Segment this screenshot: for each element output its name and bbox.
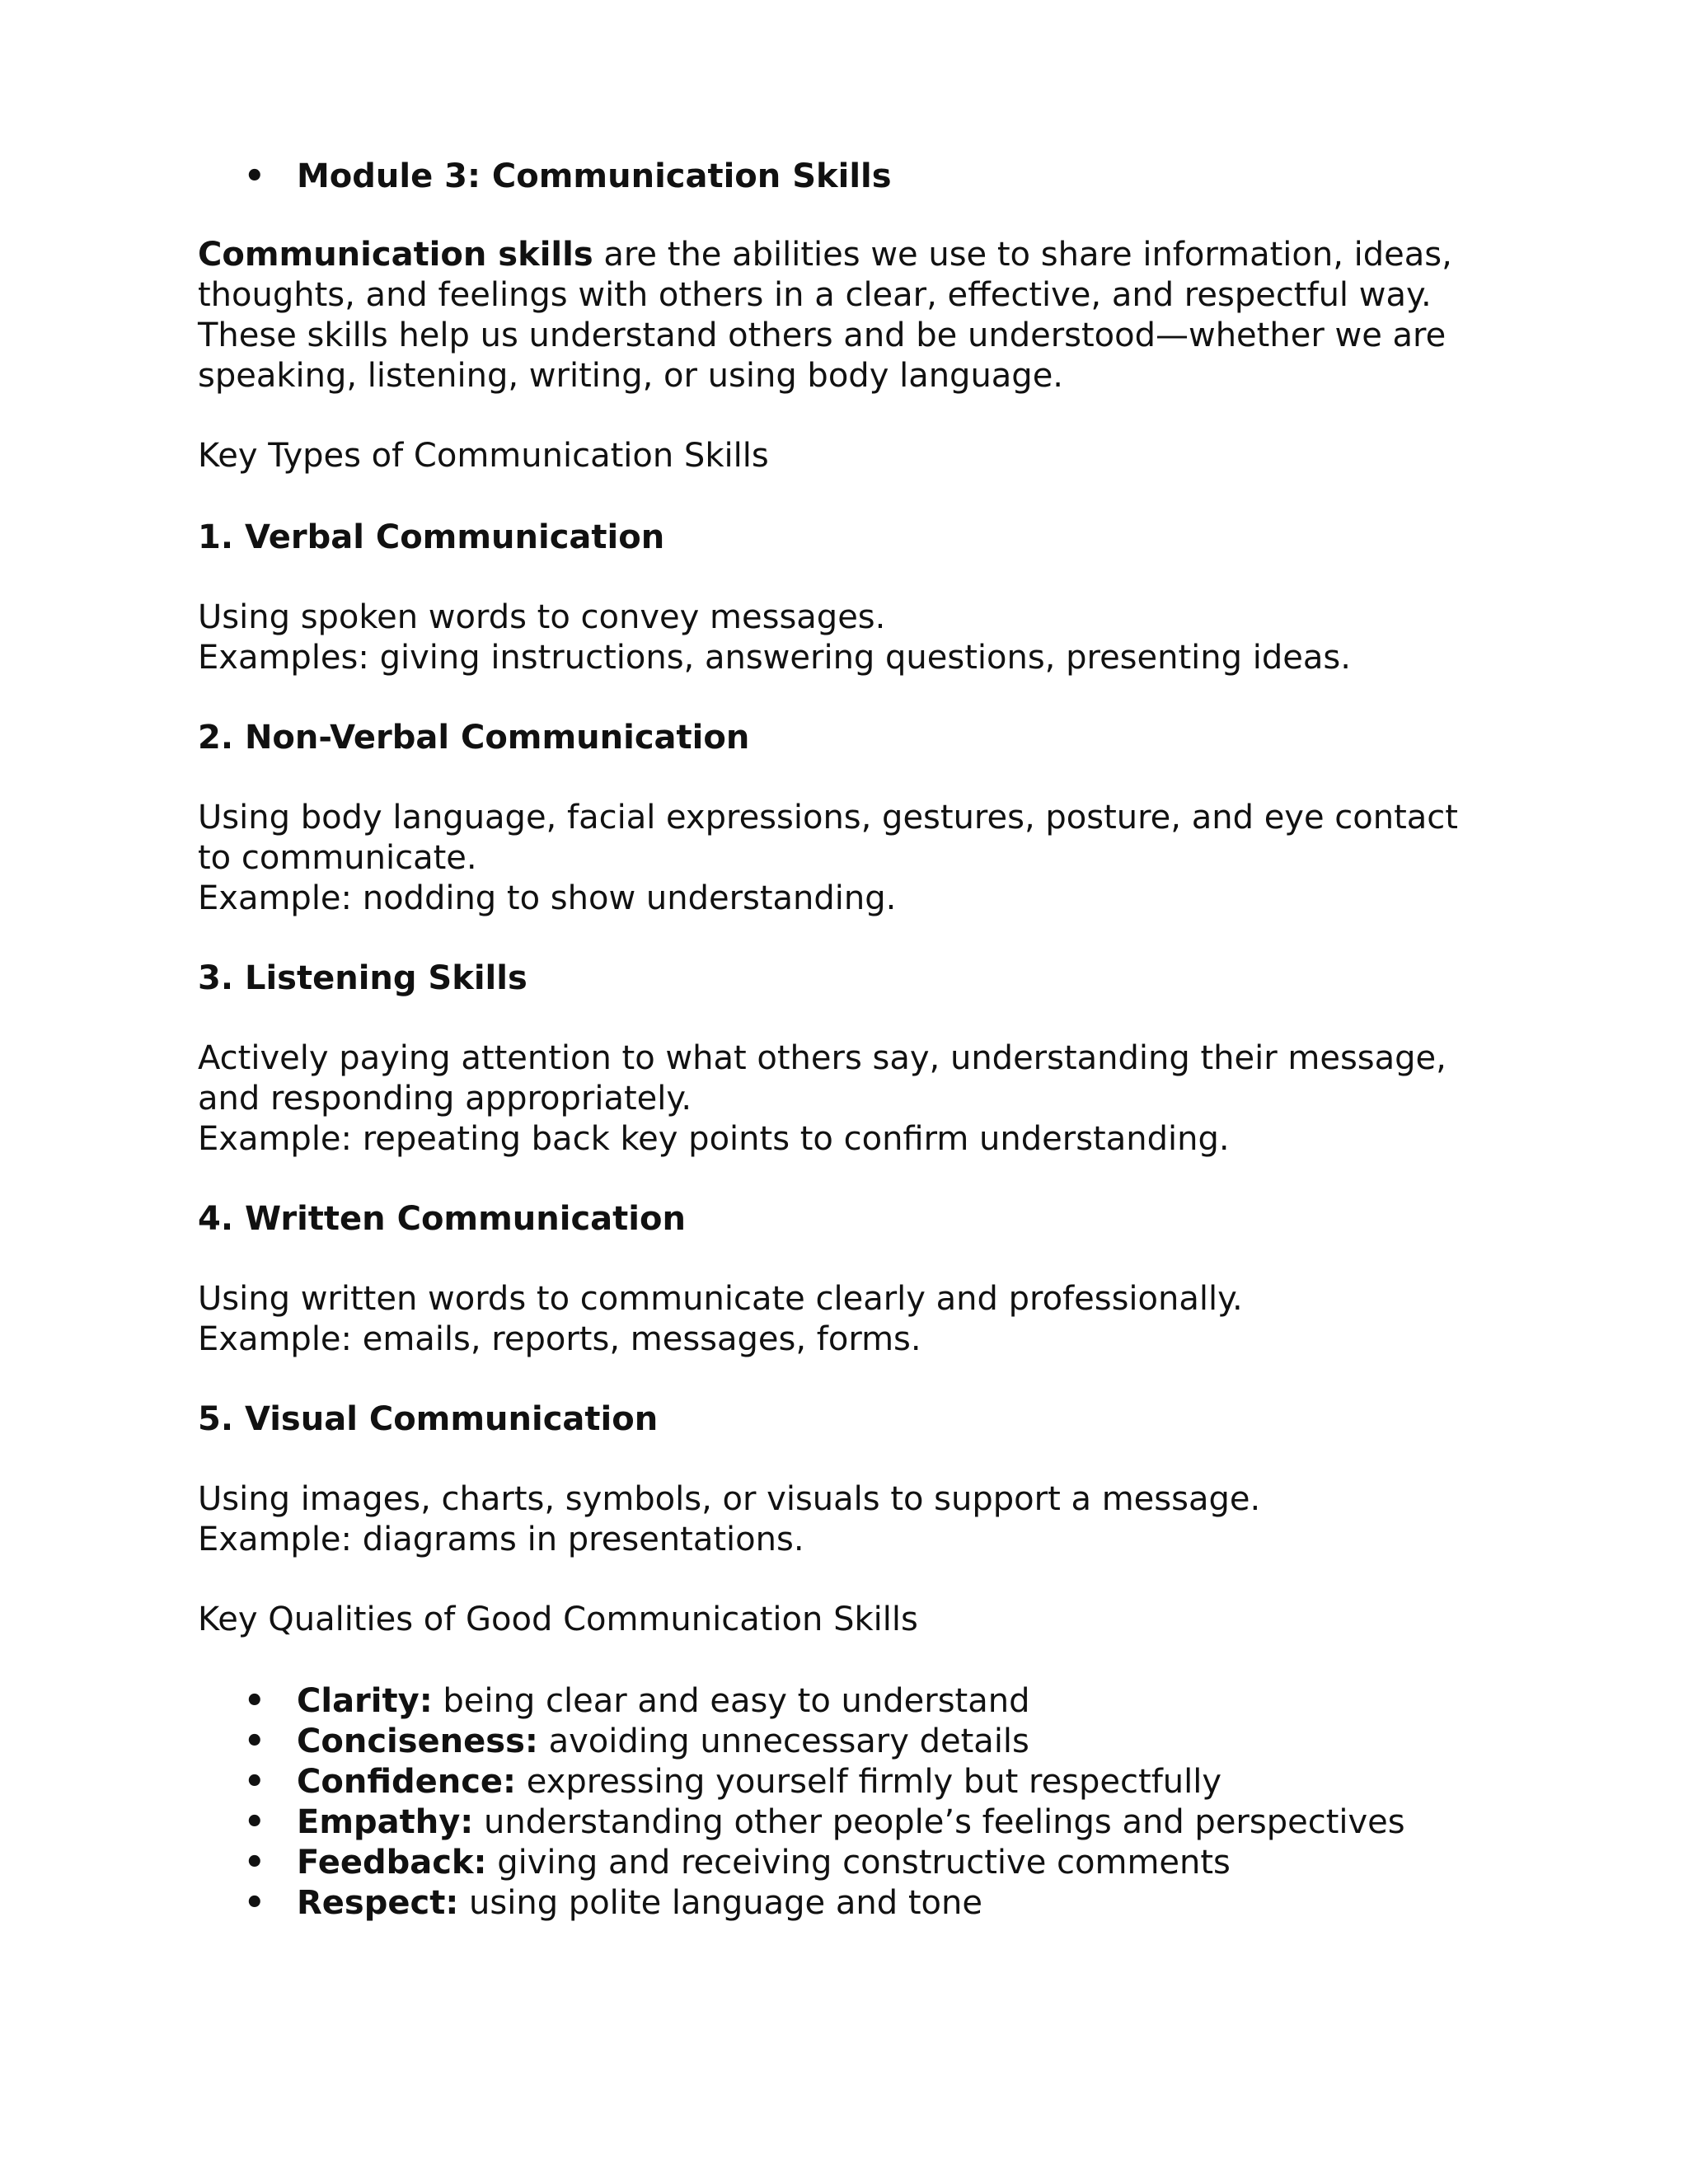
intro-term: Communication skills	[198, 236, 593, 274]
section-body	[198, 1038, 1500, 1160]
section-verbal	[198, 518, 1500, 678]
section-line: Using images, charts, symbols, or visuals to support a message.	[198, 1480, 1261, 1518]
quality-term: Feedback:	[297, 1844, 487, 1882]
bullet-icon: •	[244, 1803, 265, 1841]
section-line: Using body language, facial expressions, gestures, posture, and eye contact to communicate.	[198, 799, 1458, 877]
section-non-verbal	[198, 718, 1500, 919]
intro-paragraph	[198, 235, 1500, 396]
quality-text: avoiding unnecessary details	[537, 1722, 1029, 1760]
document-page	[198, 157, 1500, 1924]
quality-term: Conciseness:	[297, 1722, 538, 1760]
quality-text: being clear and easy to understand	[432, 1682, 1030, 1720]
module-title: Module 3: Communication Skills	[297, 157, 892, 195]
section-line: Example: emails, reports, messages, forms.	[198, 1320, 921, 1358]
section-heading: 5. Visual Communication	[198, 1400, 659, 1438]
section-body	[198, 598, 1500, 678]
section-listening	[198, 958, 1500, 1160]
bullet-icon: •	[244, 1884, 265, 1922]
bullet-icon: •	[244, 1844, 265, 1882]
section-line: Example: repeating back key points to confirm understanding.	[198, 1120, 1230, 1158]
quality-text: understanding other people’s feelings and perspectives	[473, 1803, 1405, 1841]
section-heading: 4. Written Communication	[198, 1200, 686, 1238]
section-visual	[198, 1399, 1500, 1560]
section-body	[198, 1479, 1500, 1560]
intro-text: are the abilities we use to share information, ideas, thoughts, and feelings with others in a clear, effective, and respectful way. These skills help us understand others and be understood—whether we are speaking, listening, writing, or using body language.	[198, 236, 1452, 395]
section-line: Example: diagrams in presentations.	[198, 1521, 804, 1558]
section-body	[198, 1279, 1500, 1360]
qualities-heading: Key Qualities of Good Communication Skills	[198, 1601, 918, 1638]
quality-text: giving and receiving constructive comments	[486, 1844, 1231, 1882]
quality-term: Confidence:	[297, 1763, 517, 1801]
quality-text: expressing yourself firmly but respectfully	[516, 1763, 1222, 1801]
types-heading: Key Types of Communication Skills	[198, 437, 769, 475]
section-written	[198, 1199, 1500, 1360]
section-line: Actively paying attention to what others say, understanding their message, and responding appropriately.	[198, 1039, 1447, 1118]
list-item	[198, 1883, 1500, 1924]
section-line: Using written words to communicate clearly and professionally.	[198, 1280, 1243, 1318]
list-item	[198, 1802, 1500, 1843]
quality-term: Clarity:	[297, 1682, 433, 1720]
section-line: Using spoken words to convey messages.	[198, 598, 886, 636]
section-heading: 1. Verbal Communication	[198, 518, 665, 556]
bullet-icon: •	[244, 1682, 265, 1720]
section-heading: 3. Listening Skills	[198, 959, 528, 997]
quality-text: using polite language and tone	[458, 1884, 982, 1922]
quality-term: Respect:	[297, 1884, 459, 1922]
section-line: Example: nodding to show understanding.	[198, 879, 897, 917]
bullet-icon: •	[244, 1722, 265, 1760]
list-item	[198, 1722, 1500, 1762]
module-title-row	[198, 157, 1500, 197]
section-heading: 2. Non-Verbal Communication	[198, 719, 750, 757]
list-item	[198, 1681, 1500, 1722]
section-line: Examples: giving instructions, answering questions, presenting ideas.	[198, 639, 1351, 677]
bullet-icon: •	[244, 1763, 265, 1801]
quality-term: Empathy:	[297, 1803, 474, 1841]
list-item	[198, 1762, 1500, 1802]
section-body	[198, 798, 1500, 919]
qualities-list	[198, 1681, 1500, 1924]
bullet-icon: •	[244, 157, 265, 195]
list-item	[198, 1843, 1500, 1883]
